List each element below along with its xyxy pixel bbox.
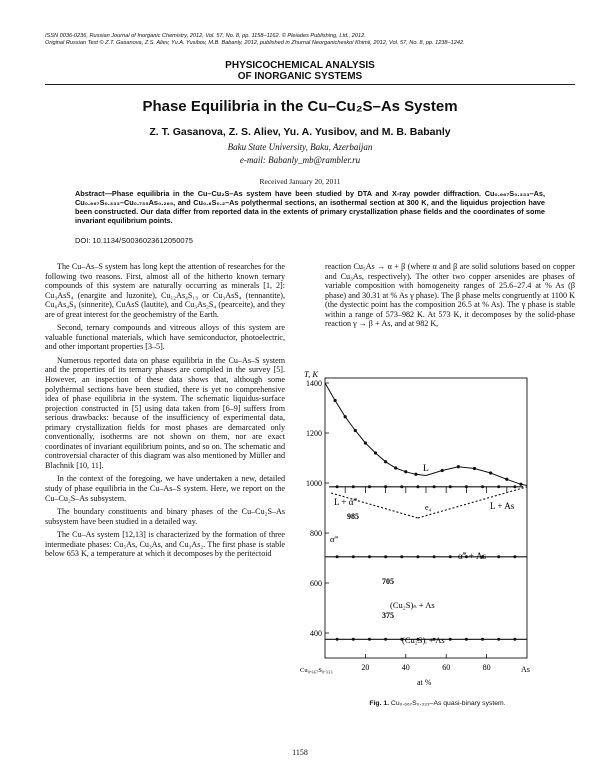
data-point (394, 466, 397, 469)
data-point (433, 555, 436, 558)
data-point (374, 451, 377, 454)
data-point (400, 555, 403, 558)
abstract-text: —Phase equilibria in the Cu–Cu₂S–As system have been studied by DTA and X-ray powder diffraction. Cu₀.₆₆₇S₀.₃₃₃–As, Cu₀.₆₆₇S₀.₃₃₃–Cu₀.₇₃₅As₀.₂₆₅, and Cu₀.₈S₀.₂–As polythermal sections, an isothermal section at 300 K, and the liquidus projection have been constructed. Our data differ from reported data in the extents of primary crystallization phase fields and the coordinates of some invariant equilibrium points. (75, 189, 545, 226)
data-point (465, 638, 468, 641)
field-label-L: L (423, 464, 429, 474)
data-point (400, 485, 403, 488)
right-column (325, 262, 575, 333)
x-tick-label: 20 (361, 663, 370, 672)
y-tick-label: 1200 (306, 429, 322, 438)
data-point (352, 638, 355, 641)
phase-line (325, 383, 426, 476)
journal-header-line1: ISSN 0036-0236, Russian Journal of Inorganic Chemistry, 2012, Vol. 57, No. 8, pp. 1158–1162. © Pleiades Publishing, Ltd., 2012. (45, 33, 366, 39)
invariant-label-985: 985 (347, 512, 359, 521)
data-point (481, 485, 484, 488)
x-tick-label: 60 (442, 663, 451, 672)
field-label-alpha: α‴ (330, 534, 338, 544)
figure-caption (300, 700, 575, 707)
email: e-mail: Babanly_mb@rambler.ru (239, 155, 361, 165)
left-column (45, 262, 285, 563)
axis-ticks (306, 379, 491, 672)
data-point (481, 638, 484, 641)
authors: Z. T. Gasanova, Z. S. Aliev, Yu. A. Yusibov, and M. B. Babanly (149, 126, 451, 138)
field-label-alpha-As: α‴ + As (458, 551, 487, 561)
data-point (368, 485, 371, 488)
field-label-cu2s1-As: (Cu₂S)ᵢ + As (402, 635, 445, 645)
field-label-L-As: L + As (490, 501, 515, 511)
paragraph: The Cu–As system [12,13] is characterized by the formation of three intermediate phases: Cu₅As, Cu₃As, and Cu₃As₂. The first phase is stable below 653 K, a temperature at which it decomposes by the peritectoid (45, 530, 285, 559)
figure-caption-label: Fig. 1. (369, 700, 390, 707)
data-point (513, 485, 516, 488)
data-point (416, 485, 419, 488)
data-point (519, 483, 522, 486)
data-point (352, 485, 355, 488)
data-point (457, 465, 460, 468)
data-point (364, 441, 367, 444)
section-heading-line1: PHYSICOCHEMICAL ANALYSIS (225, 60, 375, 71)
paragraph: Second, ternary compounds and vitreous alloys of this system are valuable functional materials, which have semiconductor, photoelectric, and other important properties [3–5]. (45, 323, 285, 352)
data-point (368, 555, 371, 558)
x-tick-label: 80 (482, 663, 491, 672)
paragraph: The Cu–As–S system has long kept the attention of researches for the following two reasons. First, almost all of the hitherto known ternary compounds of this system are naturally occurring as minerals [1, 2]: Cu₃AsS₄ (enargite and luzonite), Cu₁₂As₄S₁₃ or Cu₃AsS₄ (tennantite), Cu₆As₄S₉ (sinnerite), CuAsS (lautite), and Cu₃As₂S₄ (pearceite), and they are of great interest for the geochemistry of the Earth. (45, 262, 285, 319)
data-point (497, 638, 500, 641)
section-rule (45, 84, 575, 85)
data-point (344, 415, 347, 418)
section-heading-line2: OF INORGANIC SYSTEMS (237, 71, 363, 82)
paragraph: The boundary constituents and binary phases of the Cu–Cu₂S–As subsystem have been studied in a detailed way. (45, 507, 285, 526)
y-axis-label: T, K (304, 370, 319, 379)
invariant-label-e4: e₄ (425, 503, 432, 512)
data-point (497, 485, 500, 488)
data-point (473, 467, 476, 470)
data-point (433, 485, 436, 488)
data-point (368, 638, 371, 641)
journal-header-line2: Original Russian Text © Z.T. Gasanova, Z.S. Aliev, Yu.A. Yusibov, M.B. Babanly, 2012, published in Zhurnal Neorganicheskoi Khimii, 2012, Vol. 57, No. 8, pp. 1238–1242. (45, 40, 465, 46)
affiliation: Baku State University, Baku, Azerbaijan (227, 142, 373, 152)
abstract-label: Abstract (75, 189, 105, 198)
data-point (352, 555, 355, 558)
data-point (354, 429, 357, 432)
x-left-label: Cu₀.₆₆₇S₀.₃₃₃ (300, 667, 333, 674)
data-point (513, 555, 516, 558)
data-point (505, 478, 508, 481)
data-point (336, 485, 339, 488)
data-point (384, 555, 387, 558)
data-point (336, 638, 339, 641)
x-right-label: As (521, 665, 530, 674)
data-point (513, 638, 516, 641)
page-number: 1158 (292, 748, 308, 757)
invariant-label-705: 705 (382, 577, 394, 586)
data-point (384, 638, 387, 641)
y-tick-label: 800 (310, 529, 322, 538)
figure-caption-text: Cu₀.₆₆₇S₀.₃₃₃–As quasi-binary system. (390, 700, 506, 707)
data-point (336, 555, 339, 558)
data-point (489, 471, 492, 474)
abstract (75, 189, 545, 225)
data-point (449, 485, 452, 488)
y-tick-label: 600 (310, 579, 322, 588)
paragraph: Numerous reported data on phase equilibria in the Cu–As–S system and the properties of its ternary phases are compiled in the survey [5]. However, an inspection of these data shows that, although some polythermal sections have been studied, there is yet no comprehensive idea of phase equilibria in the system. The schematic liquidus-surface projection constructed in [5] using data taken from [6–9] suffers from serious drawbacks: because of the insufficiency of experimental data, primary crystallization fields for most phases are demarcated only conventionally, isotherms are not shown on them, nor are exact coordinates of invariant equilibrium points, and so on. The schematic and controversial character of this diagram was also mentioned by Müller and Blachnik [10, 11]. (45, 355, 285, 470)
paragraph: In the context of the foregoing, we have undertaken a new, detailed study of phase equilibria in the Cu–As–S system. Here, we report on the Cu–Cu₂S–As subsystem. (45, 474, 285, 503)
doi: DOI: 10.1134/S0036023612050075 (75, 236, 193, 245)
data-point (334, 399, 337, 402)
data-point (404, 470, 407, 473)
data-point (449, 638, 452, 641)
x-axis-label: at % (417, 678, 432, 687)
data-point (449, 555, 452, 558)
paper-title: Phase Equilibria in the Cu–Cu₂S–As System (142, 98, 458, 115)
data-point (497, 555, 500, 558)
phase-diagram-figure (298, 370, 580, 696)
y-tick-label: 1400 (306, 379, 322, 388)
received-date: Received January 20, 2011 (259, 177, 341, 186)
data-point (416, 555, 419, 558)
paragraph: reaction Cu₅As → α + β (where α and β are solid solutions based on copper and Cu₃As, respectively). The other two copper arsenides are phases of variable composition with homogeneity ranges of 25.6–27.4 at % As (β phase) and 30.31 at % As γ phase). The β phase melts congruently at 1100 K (the dystectic point has the composition 26.5 at % As). The γ phase is stable within a range of 573–982 K. At 573 K, it decomposes by the solid-phase reaction γ → β + As, and at 982 K, (325, 262, 575, 329)
y-tick-label: 1000 (306, 479, 322, 488)
section-heading (0, 60, 600, 82)
invariant-label-375: 375 (382, 611, 394, 620)
field-label-cu2s2-As: (Cu₂S)ₙ + As (390, 600, 435, 610)
y-tick-label: 400 (310, 629, 322, 638)
data-point (414, 473, 417, 476)
field-label-L-alpha: L + α‴ (334, 497, 358, 507)
data-point (384, 460, 387, 463)
data-point (441, 469, 444, 472)
x-tick-label: 40 (401, 663, 410, 672)
